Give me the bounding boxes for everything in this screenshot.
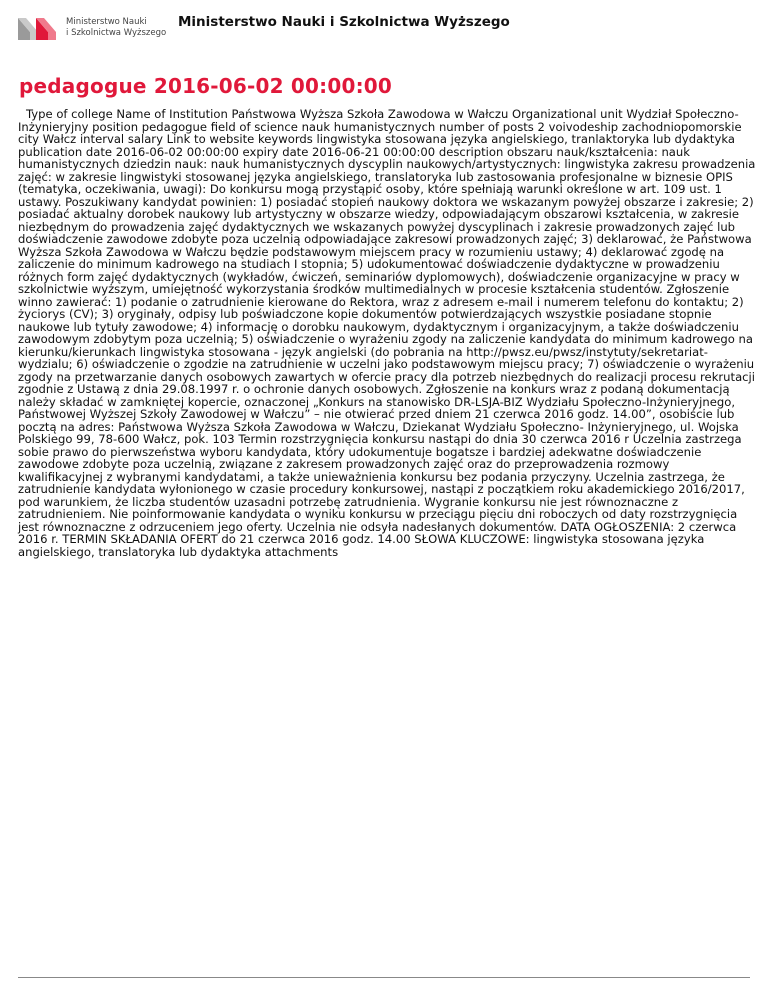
logo-text-line1: Ministerstwo Nauki [66, 17, 147, 27]
site-title: Ministerstwo Nauki i Szkolnictwa Wyższego [178, 14, 510, 30]
job-description: Type of college Name of Institution Państwowa Wyższa Szkoła Zawodowa w Wałczu Organizational unit Wydział Społeczno-Inżynieryjny position pedagogue field of science nauk humanistycznych number of posts 2 voivodeship zachodniopomorskie city Wałcz interval salary Link to website keywords lingwistyka stosowana języka angielskiego, tranlaktoryka lub dydaktyka publication date 2016-06-02 00:00:00 expiry date 2016-06-21 00:00:00 description obszaru nauk/kształcenia: nauk humanistycznych dziedzin nauk: nauk humanistycznych dyscyplin naukowych/artystycznych: lingwistyka zakresu prowadzenia zajęć: w zakresie lingwistyki stosowanej języka angielskiego, translatoryka lub zastosowania profesjonalne w biznesie OPIS (tematyka, oczekiwania, uwagi): Do konkursu mogą przystąpić osoby, które spełniają warunki określone w art. 109 ust. 1 ustawy. Poszukiwany kandydat powinien: 1) posiadać stopień naukowy doktora we wskazanym powyżej obszarze i zakresie; 2) posiadać aktualny dorobek naukowy lub artystyczny w obszarze wiedzy, odpowiadającym obszarowi kształcenia, w zakresie niezbędnym do prowadzenia zajęć dydaktycznych we wskazanych powyżej dyscyplinach i zakresie prowadzonych zajęć lub doświadczenie zawodowe zdobyte poza uczelnią odpowiadające zakresowi prowadzonych zajęć; 3) deklarować, że Państwowa Wyższa Szkoła Zawodowa w Wałczu będzie podstawowym miejscem pracy w rozumieniu ustawy; 4) deklarować zgodę na zaliczenie do minimum kadrowego na studiach I stopnia; 5) udokumentować doświadczenie dydaktyczne w prowadzeniu różnych form zajęć dydaktycznych (wykładów, ćwiczeń, seminariów dyplomowych), doświadczenie organizacyjne w pracy w szkolnictwie wyższym, umiejętność wykorzystania środków multimedialnych w procesie kształcenia studentów. Zgłoszenie winno zawierać: 1) podanie o zatrudnienie kierowane do Rektora, wraz z adresem e-mail i numerem telefonu do kontaktu; 2) życiorys (CV); 3) oryginały, odpisy lub poświadczone kopie dokumentów potwierdzających wszystkie posiadane stopnie naukowe lub tytuły zawodowe; 4) informację o dorobku naukowym, dydaktycznym i organizacyjnym, a także doświadczeniu zawodowym zdobytym poza uczelnią; 5) oświadczenie o wyrażeniu zgody na zaliczenie kandydata do minimum kadrowego na kierunku/kierunkach lingwistyka stosowana - język angielski (do pobrania na http://pwsz.eu/pwsz/instytuty/sekretariat-wydzialu; 6) oświadczenie o zgodzie na zatrudnienie w uczelni jako podstawowym miejscu pracy; 7) oświadczenie o wyrażeniu zgody na przetwarzanie danych osobowych zawartych w ofercie pracy dla potrzeb niezbędnych do realizacji procesu rekrutacji zgodnie z Ustawą z dnia 29.08.1997 r. o ochronie danych osobowych. Zgłoszenie na konkurs wraz z podaną dokumentacją należy składać w zamkniętej kopercie, oznaczonej „Konkurs na stanowisko DR-LSJA-BIZ Wydziału Społeczno-Inżynieryjnego, Państwowej Wyższej Szkoły Zawodowej w Wałczu” – nie otwierać przed dniem 21 czerwca 2016 godz. 14.00”, osobiście lub pocztą na adres: Państwowa Wyższa Szkoła Zawodowa w Wałczu, Dziekanat Wydziału Społeczno- Inżynieryjnego, ul. Wojska Polskiego 99, 78-600 Wałcz, pok. 103 Termin rozstrzygnięcia konkursu nastąpi do dnia 30 czerwca 2016 r Uczelnia zastrzega sobie prawo do pierwszeństwa wyboru kandydata, który udokumentuje bogatsze i bardziej adekwatne doświadczenie zawodowe zdobyte poza uczelnią, związane z zakresem prowadzonych zajęć oraz do przeprowadzenia rozmowy kwalifikacyjnej z wybranymi kandydatami, a także unieważnienia konkursu bez podania przyczyny. Uczelnia zastrzega, że zatrudnienie kandydata wyłonionego w czasie procedury konkursowej, nastąpi z początkiem roku akademickiego 2016/2017, pod warunkiem, że liczba studentów uzasadni potrzebę zatrudnienia. Wygranie konkursu nie jest równoznaczne z zatrudnieniem. Nie poinformowanie kandydata o wyniku konkursu w przeciągu pięciu dni roboczych od daty rozstrzygnięcia jest równoznaczne z odrzuceniem jego oferty. Uczelnia nie odsyła nadesłanych dokumentów. DATA OGŁOSZENIA: 2 czerwca 2016 r. TERMIN SKŁADANIA OFERT do 21 czerwca 2016 godz. 14.00 SŁOWA KLUCZOWE: lingwistyka stosowana języka angielskiego, translatoryka lub dydaktyka attachments [18, 107, 756, 559]
ministry-logo-icon [16, 14, 58, 42]
footer-divider [18, 977, 750, 978]
page-title: pedagogue 2016-06-02 00:00:00 [19, 74, 393, 98]
logo-text-line2: i Szkolnictwa Wyższego [66, 28, 167, 38]
ministry-logo [16, 14, 166, 42]
